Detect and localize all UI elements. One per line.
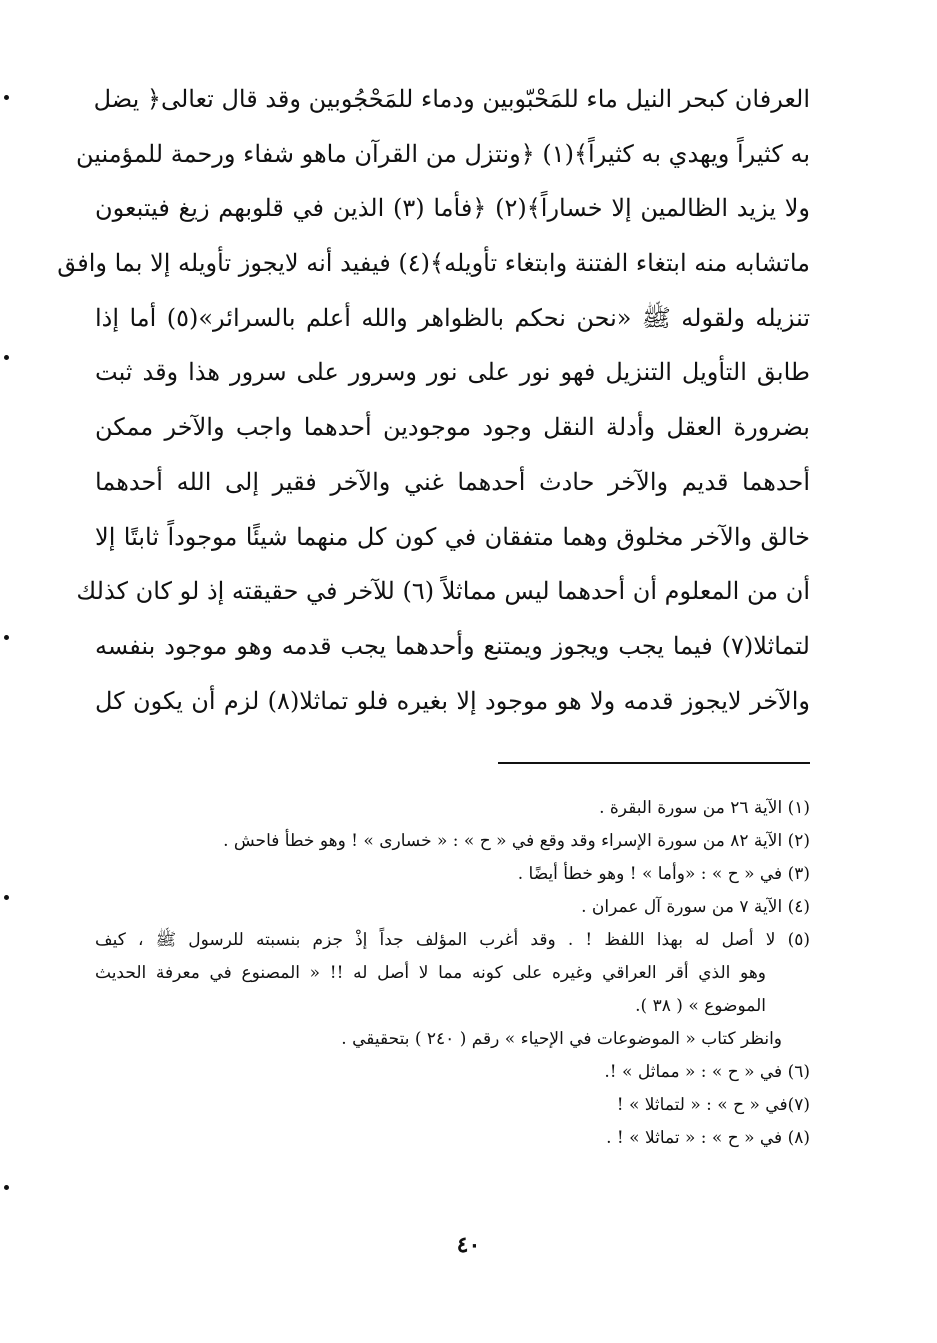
text-line: تنزيله ولقوله ﷺ «نحن نحكم بالظواهر والله أعلم بالسرائر»(٥) أما إذا [95, 303, 810, 332]
text-line: ماتشابه منه ابتغاء الفتنة وابتغاء تأويله﴾(٤) فيفيد أنه لايجوز تأويله إلا بما وافق [57, 249, 810, 278]
text-line: أحدهما قديم والآخر حادث أحدهما غني والآخر فقير إلى الله أحدهما [95, 467, 810, 496]
text-line: خالق والآخر مخلوق وهما متفقان في كون كل منهما شيئًا موجوداً ثابتًا إلا [95, 522, 810, 551]
text-line: العرفان كبحر النيل ماء للمَحْبّوبين ودماء للمَحْجُوبين وقد قال تعالى﴿ يضل [93, 85, 810, 113]
margin-mark [4, 635, 9, 640]
margin-mark [4, 355, 9, 360]
footnote-3: (٣) في « ح » : «وأما » ! وهو خطأ أيضًا . [517, 864, 810, 884]
footnote-4: (٤) الآية ٧ من سورة آل عمران . [581, 897, 810, 917]
margin-mark [4, 1185, 9, 1190]
margin-mark [4, 895, 9, 900]
footnote-8: (٨) في « ح » : « تماثلا » ! . [606, 1128, 810, 1148]
footnote-separator [498, 762, 810, 764]
text-line: طابق التأويل التنزيل فهو نور على نور وسرور على سرور هذا وقد ثبت [95, 358, 810, 387]
footnote-1: (١) الآية ٢٦ من سورة البقرة . [599, 798, 810, 818]
text-line: به كثيراً ويهدي به كثيراً﴾(١) ﴿ونتزل من القرآن ماهو شفاء ورحمة للمؤمنين [75, 139, 810, 168]
footnote-2: (٢) الآية ٨٢ من سورة الإسراء وقد وقع في « ح » : « خسارى » ! وهو خطأ فاحش . [223, 831, 810, 851]
page-number: ٤٠ [456, 1232, 481, 1258]
footnote-5-continued: الموضوع » ( ٣٨ ). [635, 996, 766, 1016]
text-line: بضرورة العقل وأدلة النقل وجود موجودين أحدهما واجب والآخر ممكن [95, 413, 810, 442]
text-line: والآخر لايجوز قدمه ولا هو موجود إلا بغيره فلو تماثلا(٨) لزم أن يكون كل [95, 686, 810, 715]
footnote-7: (٧)في « ح » : « لتماثلا » ! [616, 1095, 810, 1115]
margin-mark [4, 95, 9, 100]
footnote-5-note: وانظر كتاب « الموضوعات في الإحياء » رقم ( ٢٤٠ ) بتحقيقي . [341, 1029, 782, 1049]
footnotes-block [95, 792, 810, 1155]
text-line: لتماثلا(٧) فيما يجب ويجوز ويمتنع وأحدهما يجب قدمه وهو موجود بنفسه [95, 631, 810, 660]
text-line: ولا يزيد الظالمين إلا خساراً﴾(٢) ﴿فأما (٣) الذين في قلوبهم زيغ فيتبعون [95, 194, 811, 223]
footnote-5: (٥) لا أصل له بهذا اللفظ ! . وقد أغرب المؤلف جداً إذْ جزم بنسبته للرسول ﷺ ، كيف [95, 930, 810, 950]
footnote-6: (٦) في « ح » : « مماثل » !. [604, 1062, 810, 1082]
footnote-5-continued: وهو الذي أقر العراقي وغيره على كونه مما لا أصل له !! « المصنوع في معرفة الحديث [95, 963, 766, 983]
text-line: أن من المعلوم أن أحدهما ليس مماثلاً (٦) للآخر في حقيقته إذ لو كان كذلك [76, 577, 810, 606]
main-text-block [57, 72, 811, 728]
